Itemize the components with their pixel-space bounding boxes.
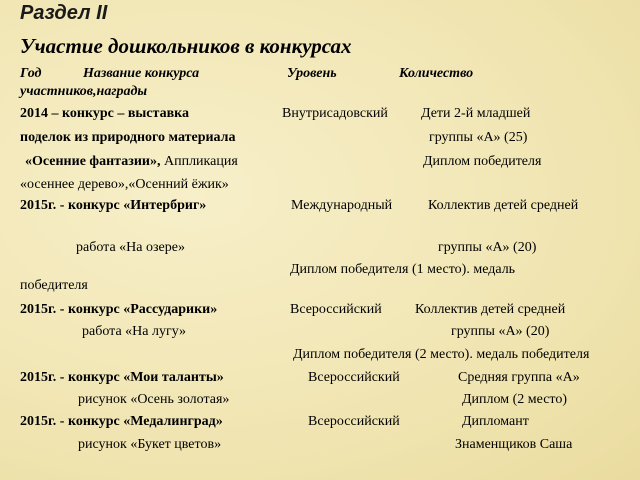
entry-1-award: Диплом победителя (423, 154, 542, 169)
header-count: Количество (399, 66, 474, 81)
entry-3-level: Всероссийский (290, 302, 382, 317)
entry-2-participants: Коллектив детей средней (428, 198, 579, 213)
entry-2-lead: 2015г. - конкурс «Интербриг» (20, 198, 207, 213)
entry-4-level: Всероссийский (308, 370, 400, 385)
entry-1-works: «осеннее дерево»,«Осенний ёжик» (20, 177, 229, 192)
entry-5-lead: 2015г. - конкурс «Медалинград» (20, 414, 223, 429)
entry-3-lead: 2015г. - конкурс «Рассударики» (20, 302, 218, 317)
entry-1-title (25, 154, 238, 170)
entry-5-level: Всероссийский (308, 414, 400, 429)
entry-5-work: рисунок «Букет цветов» (78, 437, 222, 452)
entry-1-group: группы «А» (25) (429, 130, 528, 145)
section-title: Раздел II (20, 2, 108, 24)
entry-2-group: группы «А» (20) (438, 240, 537, 255)
entry-2-level: Международный (291, 198, 393, 213)
header-year: Год (20, 66, 42, 81)
entry-3-participants: Коллектив детей средней (415, 302, 566, 317)
entry-4-award: Диплом (2 место) (462, 392, 568, 407)
entry-4-participants: Средняя группа «А» (458, 370, 580, 385)
header-contest-name: Название конкурса (83, 66, 200, 81)
entry-1-lead-continued: поделок из природного материала (20, 130, 236, 145)
entry-1-level: Внутрисадовский (282, 106, 388, 121)
entry-5-award: Дипломант (462, 414, 529, 429)
entry-3-group: группы «А» (20) (451, 324, 550, 339)
entry-2-award: Диплом победителя (1 место). медаль (290, 262, 516, 277)
header-level: Уровень (287, 66, 337, 81)
entry-2-award-continued: победителя (20, 278, 88, 293)
entry-1-title-rest: Аппликация (160, 154, 238, 169)
entry-3-award: Диплом победителя (2 место). медаль победителя (293, 347, 590, 362)
entry-1-title-bold: «Осенние фантазии», (25, 154, 161, 169)
entry-1-participants: Дети 2-й младшей (421, 106, 531, 121)
entry-4-lead: 2015г. - конкурс «Мои таланты» (20, 370, 224, 385)
entry-5-participant: Знаменщиков Саша (455, 437, 573, 452)
entry-2-work: работа «На озере» (76, 240, 185, 255)
entry-3-work: работа «На лугу» (82, 324, 187, 339)
page-subtitle: Участие дошкольников в конкурсах (20, 34, 352, 58)
header-count-continued: участников,награды (20, 84, 148, 99)
entry-4-work: рисунок «Осень золотая» (78, 392, 230, 407)
entry-1-lead: 2014 – конкурс – выставка (20, 106, 189, 121)
